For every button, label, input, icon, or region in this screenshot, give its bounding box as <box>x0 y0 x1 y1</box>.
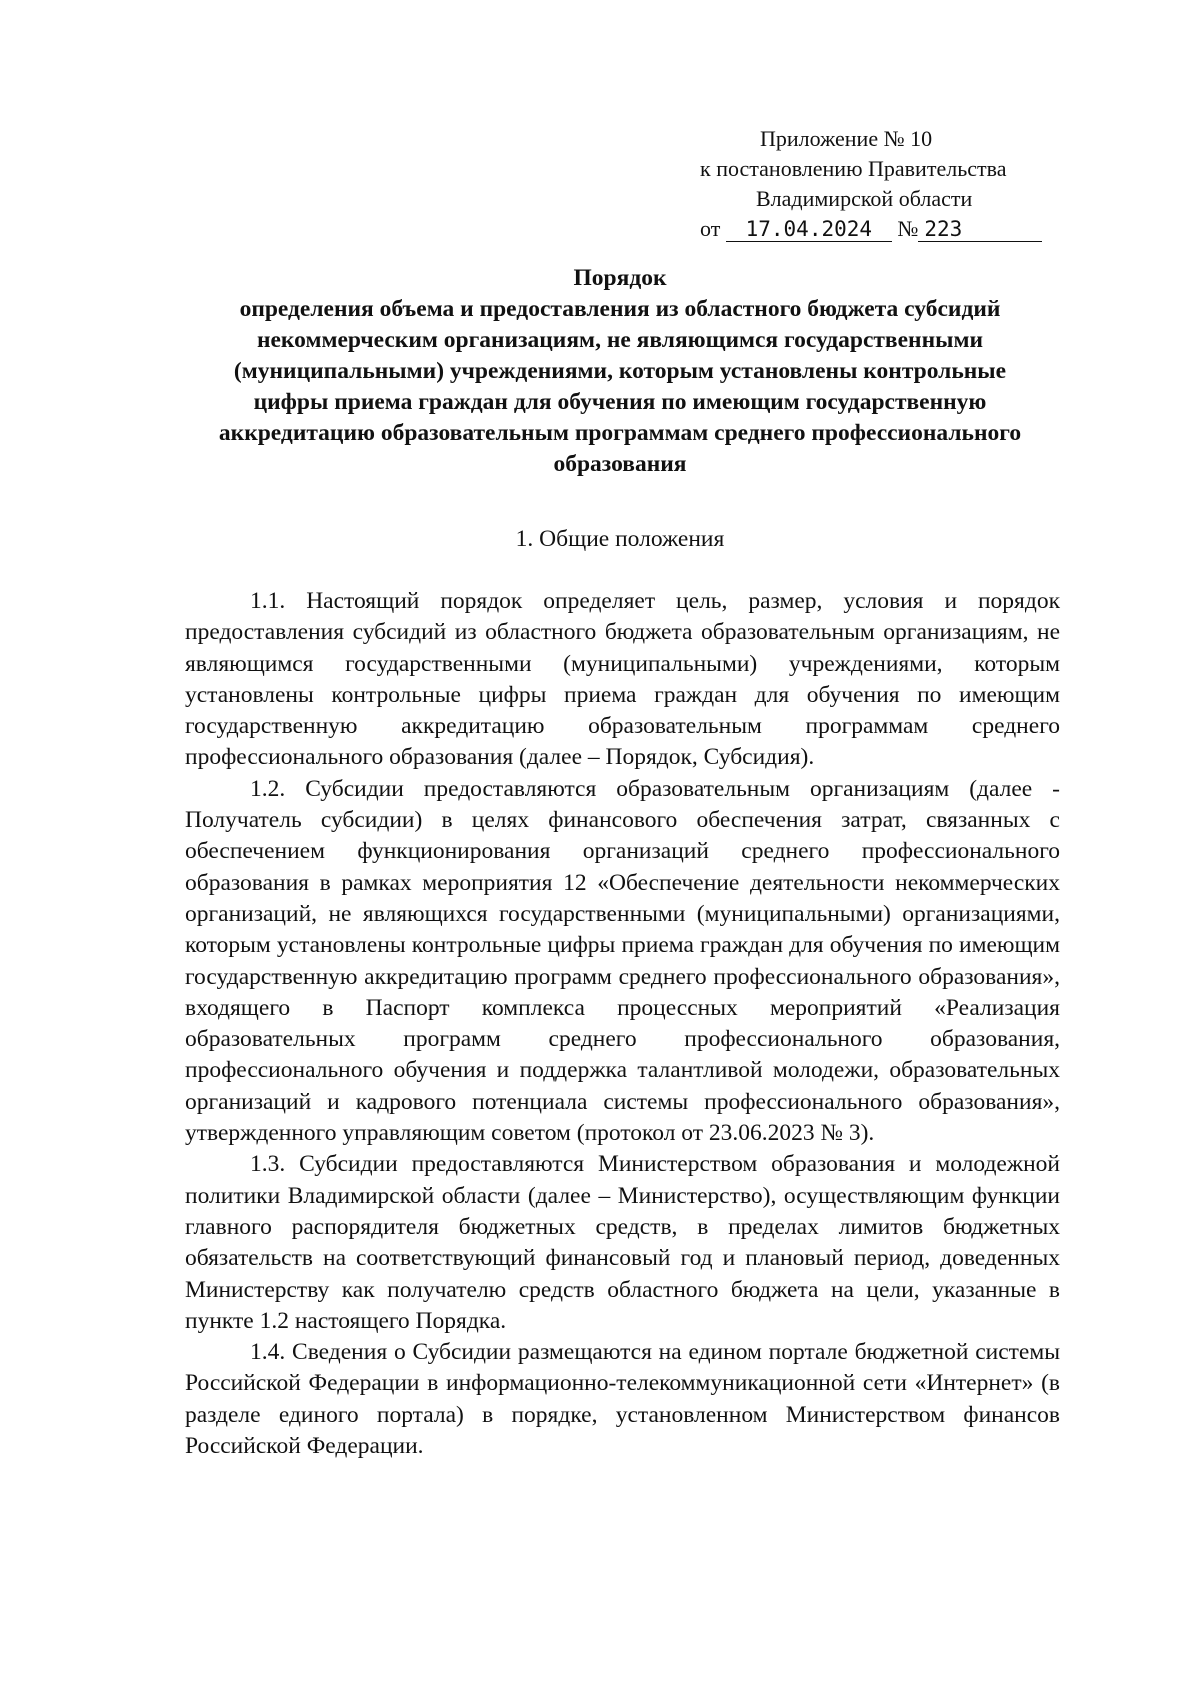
title-line: цифры приема граждан для обучения по имеющим государственную <box>253 389 987 415</box>
title-line: (муниципальными) учреждениями, которым установлены контрольные <box>233 358 1007 384</box>
document-body <box>185 586 1060 1462</box>
title-heading: Порядок <box>573 265 667 291</box>
appendix-block <box>700 124 1100 244</box>
paragraph-1-2: 1.2. Субсидии предоставляются образовательным организациям (далее - Получатель субсидии) в целях финансового обеспечения затрат, связанных с обеспечением функционирования организаций среднего профессионального образования в рамках мероприятия 12 «Обеспечение деятельности некоммерческих организаций, не являющихся государственными (муниципальными) организациями, которым установлены контрольные цифры приема граждан для обучения по имеющим государственную аккредитацию программ среднего профессионального образования», входящего в Паспорт комплекса процессных мероприятий «Реализация образовательных программ среднего профессионального образования, профессионального обучения и поддержка талантливой молодежи, образовательных организаций и кадрового потенциала системы профессионального образования», утвержденного управляющим советом (протокол от 23.06.2023 № 3). <box>185 775 1060 1147</box>
date-prefix: от <box>700 216 721 241</box>
appendix-date-number <box>700 214 1100 244</box>
appendix-reference: к постановлению Правительства <box>700 156 1007 181</box>
document-number: 223 <box>918 217 1042 242</box>
document-date: 17.04.2024 <box>726 217 892 242</box>
document-title <box>180 263 1060 480</box>
title-line: образования <box>553 451 687 477</box>
title-line: определения объема и предоставления из областного бюджета субсидий <box>239 296 1001 322</box>
paragraph-1-3: 1.3. Субсидии предоставляются Министерством образования и молодежной политики Владимирской области (далее – Министерство), осуществляющим функции главного распорядителя бюджетных средств, в пределах лимитов бюджетных обязательств на соответствующий финансовый год и плановый период, доведенных Министерству как получателю средств областного бюджета на цели, указанные в пункте 1.2 настоящего Порядка. <box>185 1151 1060 1334</box>
paragraph-1-4: 1.4. Сведения о Субсидии размещаются на едином портале бюджетной системы Российской Федерации в информационно-телекоммуникационной сети «Интернет» (в разделе единого портала) в порядке, установленном Министерством финансов Российской Федерации. <box>185 1339 1060 1460</box>
appendix-label: Приложение № 10 <box>760 126 933 151</box>
title-line: некоммерческим организациям, не являющимся государственными <box>256 327 984 353</box>
title-line: аккредитацию образовательным программам среднего профессионального <box>218 420 1022 446</box>
section-heading: 1. Общие положения <box>515 526 725 552</box>
number-prefix: № <box>897 216 919 241</box>
appendix-region: Владимирской области <box>756 186 973 211</box>
paragraph-1-1: 1.1. Настоящий порядок определяет цель, размер, условия и порядок предоставления субсидий из областного бюджета образовательным организациям, не являющимся государственными (муниципальными) учреждениями, которым установлены контрольные цифры приема граждан для обучения по имеющим государственную аккредитацию образовательным программам среднего профессионального образования (далее – Порядок, Субсидия). <box>185 588 1060 771</box>
